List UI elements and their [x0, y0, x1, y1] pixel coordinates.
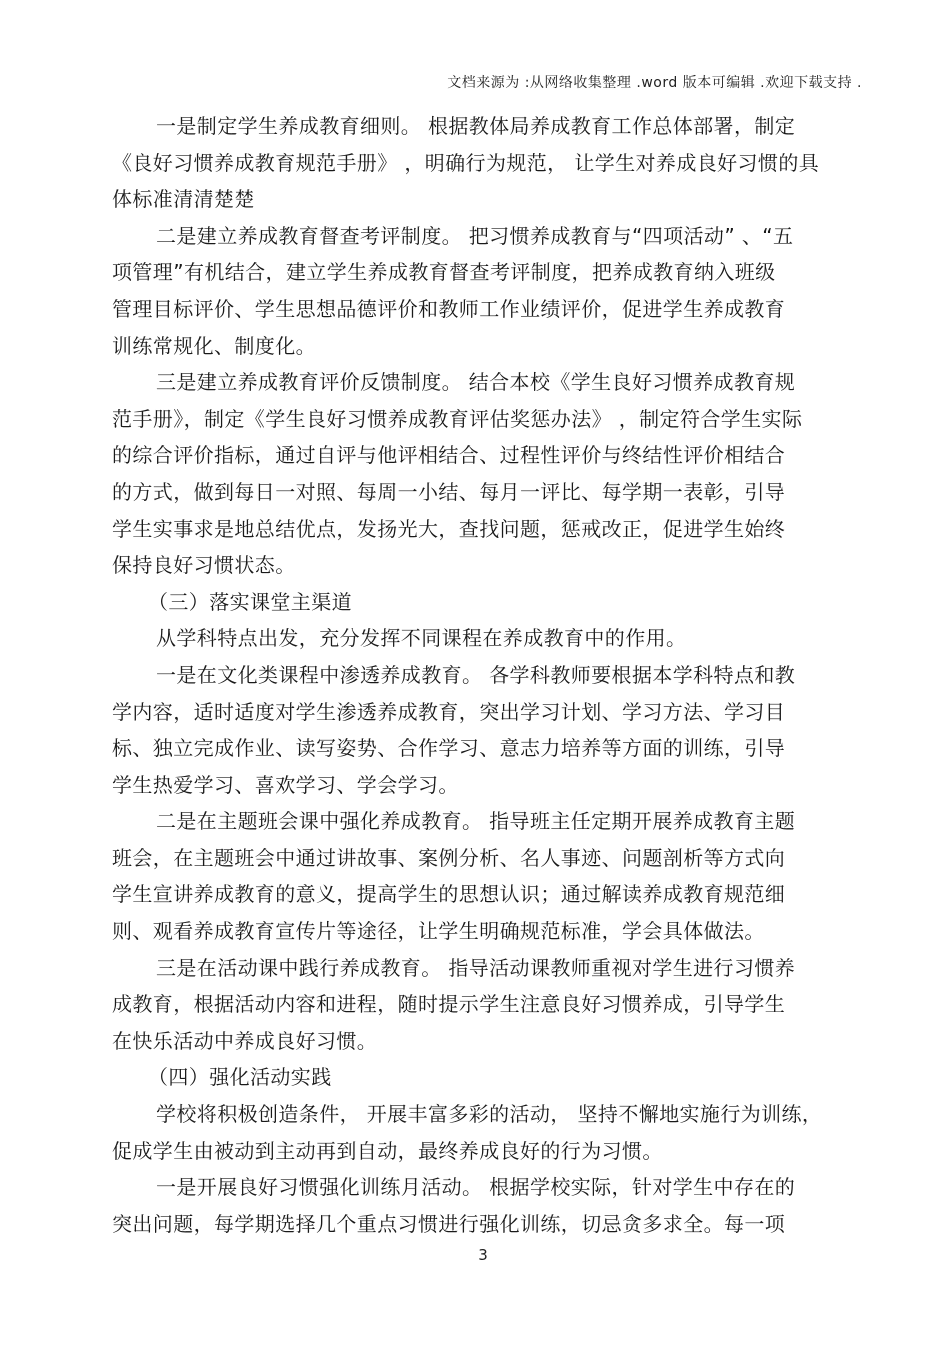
- paragraph-line: 学生热爱学习、喜欢学习、学会学习。: [112, 772, 459, 797]
- section-heading: （三）落实课堂主渠道: [148, 589, 352, 614]
- paragraph-line: 项管理”有机结合，建立学生养成教育督查考评制度，把养成教育纳入班级: [112, 260, 776, 285]
- paragraph-line: 体标准清清楚楚: [112, 187, 255, 212]
- page-number: 3: [478, 1246, 488, 1264]
- paragraph-line: 三是在活动课中践行养成教育。 指导活动课教师重视对学生进行习惯养: [156, 955, 796, 980]
- paragraph-line: 《良好习惯养成教育规范手册》 ，明确行为规范， 让学生对养成良好习惯的具: [112, 150, 820, 175]
- paragraph-line: 二是建立养成教育督查考评制度。 把习惯养成教育与“四项活动” 、“五: [156, 223, 794, 248]
- document-source-header: 文档来源为 :从网络收集整理 .word 版本可编辑 .欢迎下载支持 .: [447, 75, 862, 91]
- paragraph-line: 一是在文化类课程中渗透养成教育。 各学科教师要根据本学科特点和教: [156, 662, 796, 687]
- paragraph-line: 促成学生由被动到主动再到自动，最终养成良好的行为习惯。: [112, 1138, 663, 1163]
- paragraph-line: 二是在主题班会课中强化养成教育。 指导班主任定期开展养成教育主题: [156, 809, 796, 834]
- paragraph-line: 学内容，适时适度对学生渗透养成教育，突出学习计划、学习方法、学习目: [112, 699, 786, 724]
- section-heading: （四）强化活动实践: [148, 1065, 332, 1090]
- paragraph-line: 在快乐活动中养成良好习惯。: [112, 1028, 378, 1053]
- paragraph-line: 三是建立养成教育评价反馈制度。 结合本校《学生良好习惯养成教育规: [156, 370, 796, 395]
- paragraph-line: 的方式，做到每日一对照、每周一小结、每月一评比、每学期一表彰，引导: [112, 479, 786, 504]
- paragraph-line: 标、独立完成作业、读写姿势、合作学习、意志力培养等方面的训练，引导: [112, 736, 786, 761]
- paragraph-line: 则、观看养成教育宣传片等途径，让学生明确规范标准，学会具体做法。: [112, 919, 765, 944]
- paragraph-line: 一是制定学生养成教育细则。 根据教体局养成教育工作总体部署，制定: [156, 114, 796, 138]
- paragraph-line: 训练常规化、制度化。: [112, 333, 316, 358]
- paragraph-line: 的综合评价指标，通过自评与他评相结合、过程性评价与终结性评价相结合: [112, 443, 786, 468]
- paragraph-line: 学生实事求是地总结优点，发扬光大，查找问题，惩戒改正，促进学生始终: [112, 516, 786, 541]
- paragraph-line: 突出问题，每学期选择几个重点习惯进行强化训练，切忌贪多求全。每一项: [112, 1211, 786, 1236]
- paragraph-line: 学校将积极创造条件， 开展丰富多彩的活动， 坚持不懈地实施行为训练，: [156, 1102, 823, 1127]
- paragraph-line: 班会，在主题班会中通过讲故事、案例分析、名人事迹、问题剖析等方式向: [112, 845, 786, 870]
- paragraph-line: 管理目标评价、学生思想品德评价和教师工作业绩评价，促进学生养成教育: [112, 296, 786, 321]
- paragraph-line: 范手册》，制定《学生良好习惯养成教育评估奖惩办法》 ，制定符合学生实际: [112, 406, 803, 431]
- paragraph-line: 学生宣讲养成教育的意义，提高学生的思想认识；通过解读养成教育规范细: [112, 882, 786, 907]
- document-body: [112, 108, 852, 1242]
- paragraph-line: 一是开展良好习惯强化训练月活动。 根据学校实际，针对学生中存在的: [156, 1175, 796, 1200]
- paragraph-line: 成教育，根据活动内容和进程，随时提示学生注意良好习惯养成，引导学生: [112, 992, 786, 1017]
- paragraph-line: 从学科特点出发，充分发挥不同课程在养成教育中的作用。: [156, 626, 687, 651]
- paragraph-line: 保持良好习惯状态。: [112, 553, 296, 578]
